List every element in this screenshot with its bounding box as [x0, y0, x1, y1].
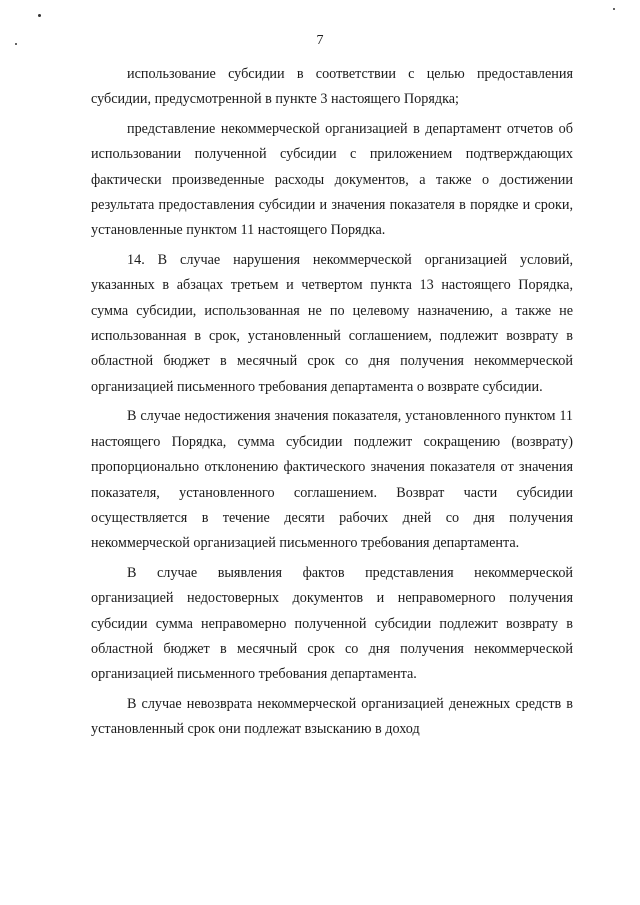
document-body: [91, 62, 573, 747]
scan-speck: [613, 8, 615, 10]
paragraph: использование субсидии в соответствии с целью предоставления субсидии, предусмотренной в пункте 3 настоящего Порядка;: [91, 66, 573, 108]
paragraph: представление некоммерческой организацией в департамент отчетов об использовании полученной субсидии с приложением подтверждающих фактически произведенные расходы документов, а также о достижении результата предоставления субсидии и значения показателя в порядке и сроки, установленные пунктом 11 настоящего Порядка.: [91, 120, 573, 239]
paragraph: 14. В случае нарушения некоммерческой организацией условий, указанных в абзацах третьем и четвертом пункта 13 настоящего Порядка, сумма субсидии, использованная не по целевому назначению, а также не использованная в срок, установленный соглашением, подлежит возврату в областной бюджет в месячный срок со дня получения некоммерческой организацией письменного требования департамента о возврате субсидии.: [91, 251, 573, 395]
scan-speck: [38, 14, 41, 17]
page-number: 7: [316, 33, 324, 48]
paragraph: В случае недостижения значения показателя, установленного пунктом 11 настоящего Порядка, сумма субсидии подлежит сокращению (возврату) пропорционально отклонению фактического значения показателя от значения показателя, установленного соглашением. Возврат части субсидии осуществляется в течение десяти рабочих дней со дня получения некоммерческой организацией письменного требования департамента.: [91, 408, 573, 552]
paragraph: В случае выявления фактов представления некоммерческой организацией недостоверных документов и неправомерного получения субсидии сумма неправомерно полученной субсидии подлежит возврату в областной бюджет в месячный срок со дня получения некоммерческой организацией письменного требования департамента.: [91, 564, 573, 683]
paragraph: В случае невозврата некоммерческой организацией денежных средств в установленный срок они подлежат взысканию в доход: [91, 695, 573, 738]
